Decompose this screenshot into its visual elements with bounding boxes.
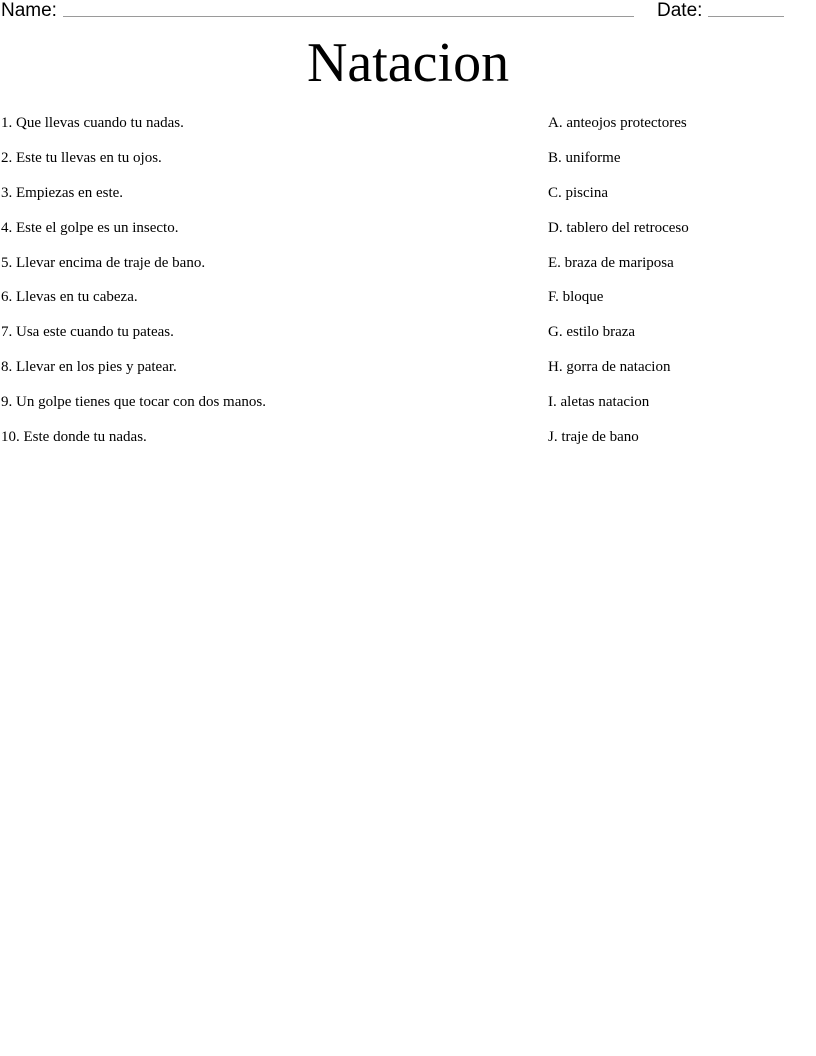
answer-item: I. aletas natacion (548, 394, 650, 411)
answer-item: B. uniforme (548, 149, 621, 166)
answer-item: J. traje de bano (548, 429, 639, 446)
questions-list (1, 114, 521, 463)
name-label: Name: (1, 0, 57, 21)
question-item: 1. Que llevas cuando tu nadas. (1, 115, 184, 131)
question-item: 6. Llevas en tu cabeza. (1, 289, 138, 306)
answer-item: F. bloque (548, 289, 604, 306)
question-item: 4. Este el golpe es un insecto. (1, 219, 179, 236)
date-label: Date: (657, 0, 703, 21)
answers-list (548, 114, 808, 463)
question-item: 7. Usa este cuando tu pateas. (1, 324, 174, 341)
question-item: 2. Este tu llevas en tu ojos. (1, 149, 162, 166)
question-item: 3. Empiezas en este. (1, 184, 124, 201)
question-item: 10. Este donde tu nadas. (1, 429, 147, 446)
answer-item: E. braza de mariposa (548, 254, 674, 271)
question-item: 5. Llevar encima de traje de bano. (1, 254, 206, 271)
question-item: 9. Un golpe tienes que tocar con dos manos. (1, 394, 266, 411)
worksheet-header (0, 0, 816, 28)
page-title: Natacion (306, 32, 510, 94)
answer-item: A. anteojos protectores (548, 115, 687, 131)
name-blank-line (63, 16, 634, 17)
answer-item: D. tablero del retroceso (548, 219, 689, 236)
answer-item: C. piscina (548, 184, 608, 201)
answer-item: H. gorra de natacion (548, 359, 671, 376)
date-blank-line (708, 16, 784, 17)
answer-item: G. estilo braza (548, 324, 636, 341)
question-item: 8. Llevar en los pies y patear. (1, 359, 177, 376)
